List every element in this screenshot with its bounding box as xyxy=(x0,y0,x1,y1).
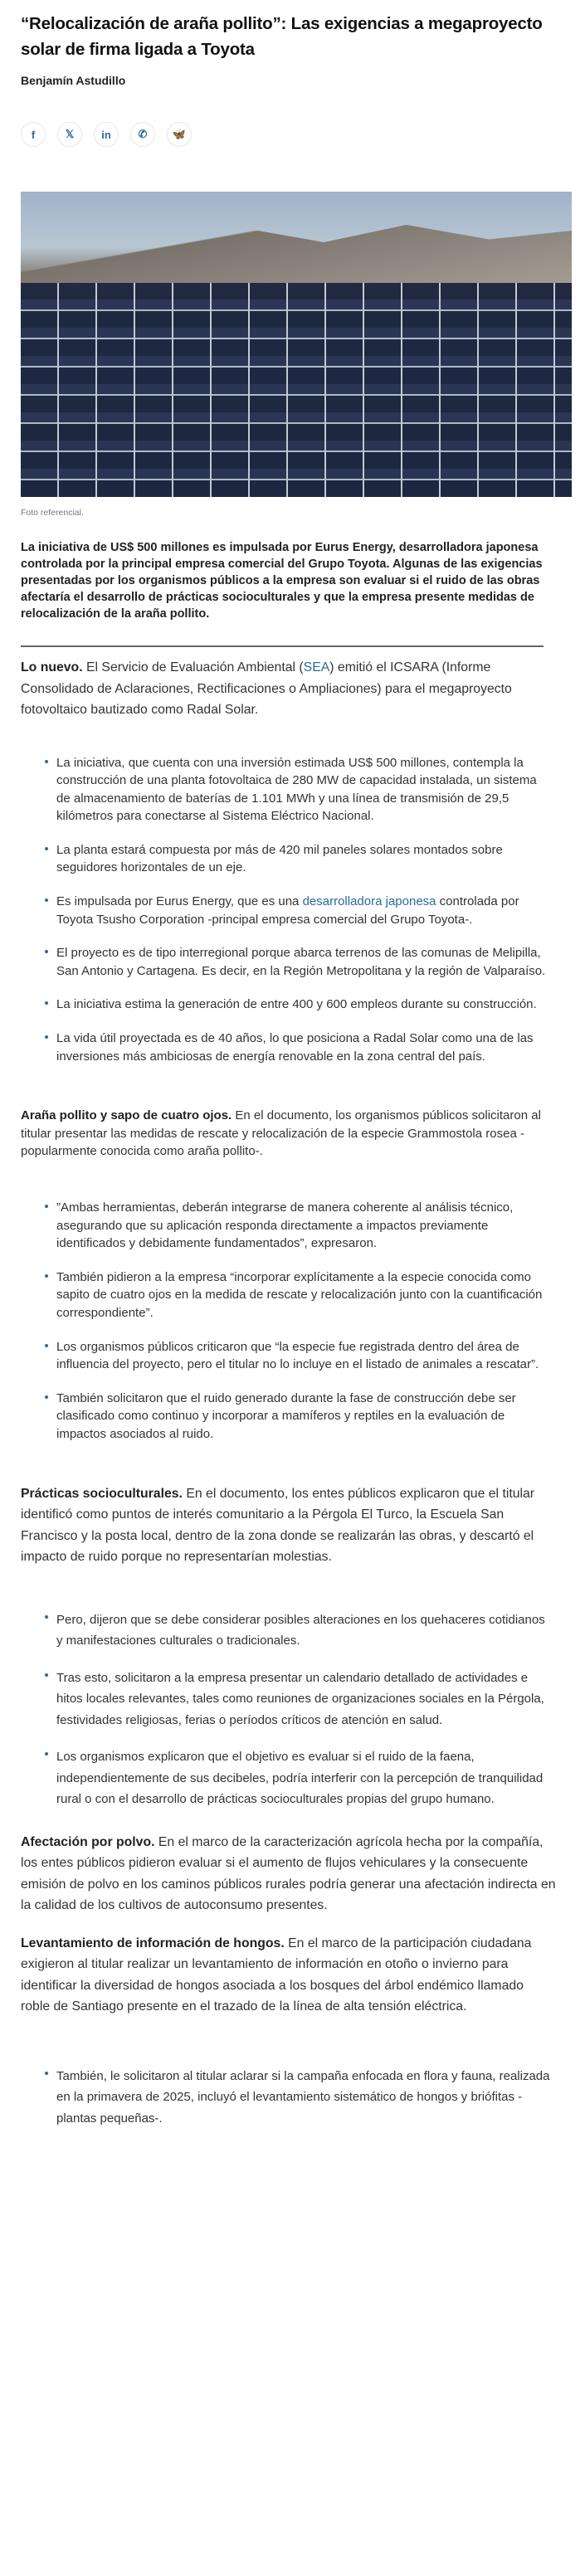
hero-image-solar-panels xyxy=(21,192,572,497)
linkedin-icon[interactable]: in xyxy=(94,122,119,147)
text: En el marco de la participación ciudadana exigieron al titular realizar un levantamiento de información en otoño o invierno para identificar la diversidad de hongos asociada a los bosques del árbol endémico llamado roble de Santiago presente en el trazado de la línea de alta tensión eléctrica. xyxy=(21,1936,532,2014)
text: controlada por Toyota Tsusho Corporation -principal empresa comercial del Grupo Toyota-. xyxy=(56,894,519,927)
paragraph-heading: Lo nuevo. xyxy=(21,660,83,674)
whatsapp-icon[interactable]: ✆ xyxy=(130,122,155,147)
list-item: También, le solicitaron al titular aclarar si la campaña enfocada en flora y fauna, realizada en la primavera de 2025, incluyó el levantamiento sistemático de hongos y briófitas -plantas pequeñas-. xyxy=(41,2066,552,2130)
paragraph-heading: Araña pollito y sapo de cuatro ojos. xyxy=(21,1108,232,1123)
article-title: “Relocalización de araña pollito”: Las exigencias a megaproyecto solar de firma ligada a Toyota xyxy=(21,14,543,59)
facebook-icon[interactable]: f xyxy=(21,122,46,147)
text: En el documento, los organismos públicos solicitaron al titular presentar las medidas de rescate y relocalización de la especie Grammostola rosea -popularmente conocida como araña pollito-. xyxy=(21,1108,541,1159)
list-item: Tras esto, solicitaron a la empresa presentar un calendario detallado de actividades e hitos locales relevantes, tales como reuniones de organizaciones sociales en la Pérgola, festividades religiosas, ferias o períodos críticos de atención en salud. xyxy=(41,1668,552,1731)
text: En el documento, los entes públicos explicaron que el titular identificó como puntos de interés comunitario a la Pérgola El Turco, la Escuela San Francisco y la posta local, dentro de la zona donde se realizarán las obras, y descartó el impacto de ruido porque no representarían molestias. xyxy=(21,1486,535,1565)
bluesky-icon[interactable]: 🦋 xyxy=(167,122,192,147)
list-item: La iniciativa estima la generación de entre 400 y 600 empleos durante su construcción. xyxy=(41,996,552,1014)
list-item: ”Ambas herramientas, deberán integrarse de manera coherente al análisis técnico, asegurando que su aplicación responda directamente a impactos previamente identificados y debidamente fundamentados”, expresaron. xyxy=(41,1199,552,1253)
paragraph-arana xyxy=(21,1107,556,1161)
paragraph-heading: Prácticas socioculturales. xyxy=(21,1486,183,1501)
list-item: También pidieron a la empresa “incorporar explícitamente a la especie conocida como sapito de cuatro ojos en la medida de rescate y relocalización junto con la cuantificación correspondiente”. xyxy=(41,1269,552,1322)
lead-summary: La iniciativa de US$ 500 millones es impulsada por Eurus Energy, desarrolladora japonesa controlada por la principal empresa comercial del Grupo Toyota. Algunas de las exigencias presentadas por los organismos públicos a la empresa son evaluar si el ruido de las obras afectaría el desarrollo de prácticas socioculturales y que la empresa presente medidas de relocalización de la araña pollito. xyxy=(21,541,543,621)
share-bar xyxy=(21,122,564,147)
solar-panels xyxy=(21,283,572,497)
text: Es impulsada por Eurus Energy, que es una xyxy=(56,894,303,909)
text: En el marco de la caracterización agrícola hecha por la compañía, los entes públicos pidieron evaluar si el aumento de flujos vehiculares y la consecuente emisión de polvo en los caminos públicos rurales podría generar una afectación indirecta en la calidad de los cultivos de autoconsumo presentes. xyxy=(21,1834,556,1913)
bullet-list xyxy=(41,1609,552,1810)
list-item: También solicitaron que el ruido generado durante la fase de construcción debe ser clasificado como continuo y incorporar a mamíferos y reptiles en la evaluación de impactos asociados al ruido. xyxy=(41,1390,552,1444)
list-item: Pero, dijeron que se debe considerar posibles alteraciones en los quehaceres cotidianos y manifestaciones culturales o tradicionales. xyxy=(41,1609,552,1652)
paragraph-heading: Afectación por polvo. xyxy=(21,1834,155,1849)
list-item xyxy=(41,893,552,928)
paragraph-practicas xyxy=(21,1483,556,1568)
text: El Servicio de Evaluación Ambiental ( xyxy=(82,660,304,674)
bullet-list xyxy=(41,754,552,1066)
image-caption: Foto referencial. xyxy=(21,508,84,518)
x-icon[interactable]: 𝕏 xyxy=(57,122,82,147)
paragraph-heading: Levantamiento de información de hongos. xyxy=(21,1936,285,1950)
sea-link[interactable]: SEA xyxy=(303,660,330,674)
list-item: El proyecto es de tipo interregional porque abarca terrenos de las comunas de Melipilla, San Antonio y Cartagena. Es decir, en la Región Metropolitana y la región de Valparaíso. xyxy=(41,944,552,980)
list-item: La iniciativa, que cuenta con una inversión estimada US$ 500 millones, contempla la construcción de una planta fotovoltaica de 280 MW de capacidad instalada, un sistema de almacenamiento de baterías de 1.101 MWh y una línea de transmisión de 29,5 kilómetros para conectarse al Sistema Eléctrico Nacional. xyxy=(41,754,552,825)
divider xyxy=(21,645,544,647)
list-item: La planta estará compuesta por más de 420 mil paneles solares montados sobre seguidores horizontales de un eje. xyxy=(41,841,552,877)
desarrolladora-link[interactable]: desarrolladora japonesa xyxy=(302,894,436,909)
list-item: Los organismos explicaron que el objetivo es evaluar si el ruido de la faena, independientemente de sus decibeles, podría interferir con la percepción de tranquilidad rural o con el desarrollo de prácticas socioculturales propias del grupo humano. xyxy=(41,1746,552,1810)
list-item: La vida útil proyectada es de 40 años, lo que posiciona a Radal Solar como una de las inversiones más ambiciosas de energía renovable en la zona central del país. xyxy=(41,1030,552,1065)
author-name[interactable]: Benjamín Astudillo xyxy=(21,74,126,87)
paragraph-hongos xyxy=(21,1933,556,2018)
text: ) emitió el ICSARA (Informe Consolidado de Aclaraciones, Rectificaciones o Ampliaciones) para el megaproyecto fotovoltaico bautizado como Radal Solar. xyxy=(21,660,512,717)
paragraph-lo-nuevo xyxy=(21,657,556,721)
paragraph-polvo xyxy=(21,1832,556,1916)
bullet-list xyxy=(41,2066,552,2130)
list-item: Los organismos públicos criticaron que “la especie fue registrada dentro del área de influencia del proyecto, pero el titular no lo incluye en el listado de animales a rescatar”. xyxy=(41,1338,552,1374)
mountains xyxy=(21,225,572,283)
bullet-list xyxy=(41,1199,552,1444)
